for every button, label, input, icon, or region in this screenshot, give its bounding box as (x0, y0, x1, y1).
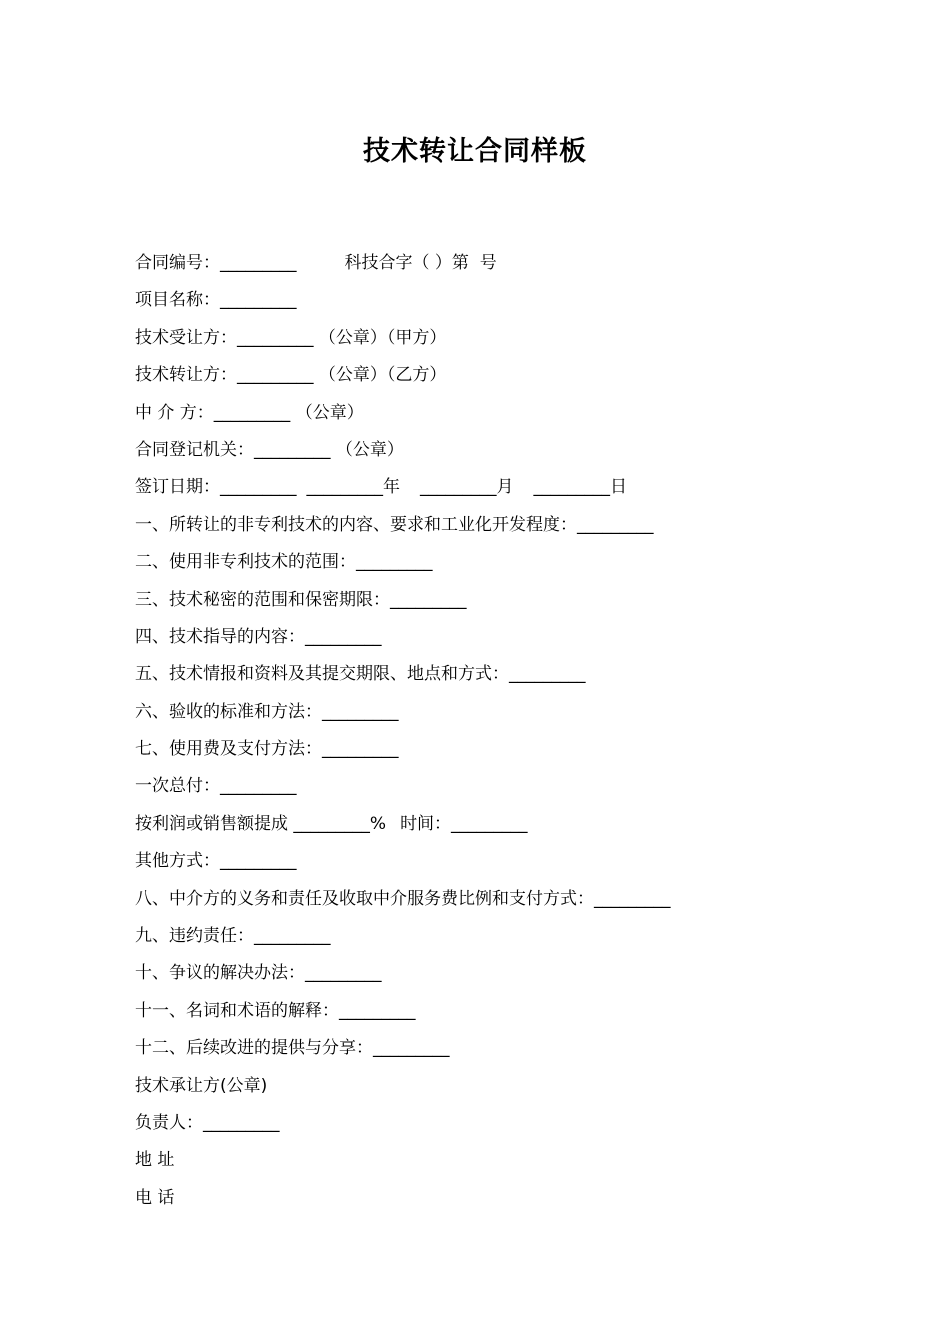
clause-7: 七、使用费及支付方法：_________ (135, 739, 399, 760)
sign-date-label: 签订日期：_________ (135, 477, 297, 498)
profit-share-time: 时间：_________ (400, 813, 528, 834)
clause-10: 十、争议的解决办法：_________ (135, 963, 382, 984)
sign-date-month: _________月 (420, 477, 514, 498)
signature-phone: 电 话 (135, 1187, 175, 1208)
contract-body (135, 245, 855, 1217)
sign-date-line (135, 469, 855, 506)
clause-4: 四、技术指导的内容：_________ (135, 626, 382, 647)
clause-8: 八、中介方的义务和责任及收取中介服务费比例和支付方式：_________ (135, 888, 671, 909)
transferor-line: 技术转让方：_________ （公章）（乙方） (135, 365, 447, 386)
intermediary-line: 中 介 方：_________ （公章） (135, 402, 364, 423)
signature-person: 负责人：_________ (135, 1112, 280, 1133)
clause-5: 五、技术情报和资料及其提交期限、地点和方式：_________ (135, 664, 586, 685)
lump-sum-line: 一次总付：_________ (135, 776, 297, 797)
clause-2: 二、使用非专利技术的范围：_________ (135, 552, 433, 573)
profit-share-label: 按利润或销售额提成 _________% (135, 813, 387, 834)
clause-9: 九、违约责任：_________ (135, 926, 331, 947)
clause-1: 一、所转让的非专利技术的内容、要求和工业化开发程度：_________ (135, 514, 654, 535)
transferee-line: 技术受让方：_________ （公章）（甲方） (135, 327, 447, 348)
contract-number-line (135, 245, 855, 282)
sign-date-day: _________日 (533, 477, 627, 498)
project-name-line: 项目名称：_________ (135, 290, 297, 311)
contract-number-label: 合同编号：_________ (135, 253, 297, 273)
registry-line: 合同登记机关：_________ （公章） (135, 439, 404, 460)
other-method-line: 其他方式：_________ (135, 851, 297, 872)
document-title: 技术转让合同样板 (363, 136, 587, 167)
profit-share-line (135, 806, 855, 843)
sign-date-year: _________年 (306, 477, 400, 498)
clause-12: 十二、后续改进的提供与分享：_________ (135, 1038, 450, 1059)
signature-party: 技术承让方(公章) (135, 1075, 268, 1096)
clause-11: 十一、名词和术语的解释：_________ (135, 1000, 416, 1021)
signature-address: 地 址 (135, 1150, 175, 1171)
clause-3: 三、技术秘密的范围和保密期限：_________ (135, 589, 467, 610)
clause-6: 六、验收的标准和方法：_________ (135, 701, 399, 722)
contract-number-suffix: 科技合字（ ）第 号 (344, 253, 497, 273)
